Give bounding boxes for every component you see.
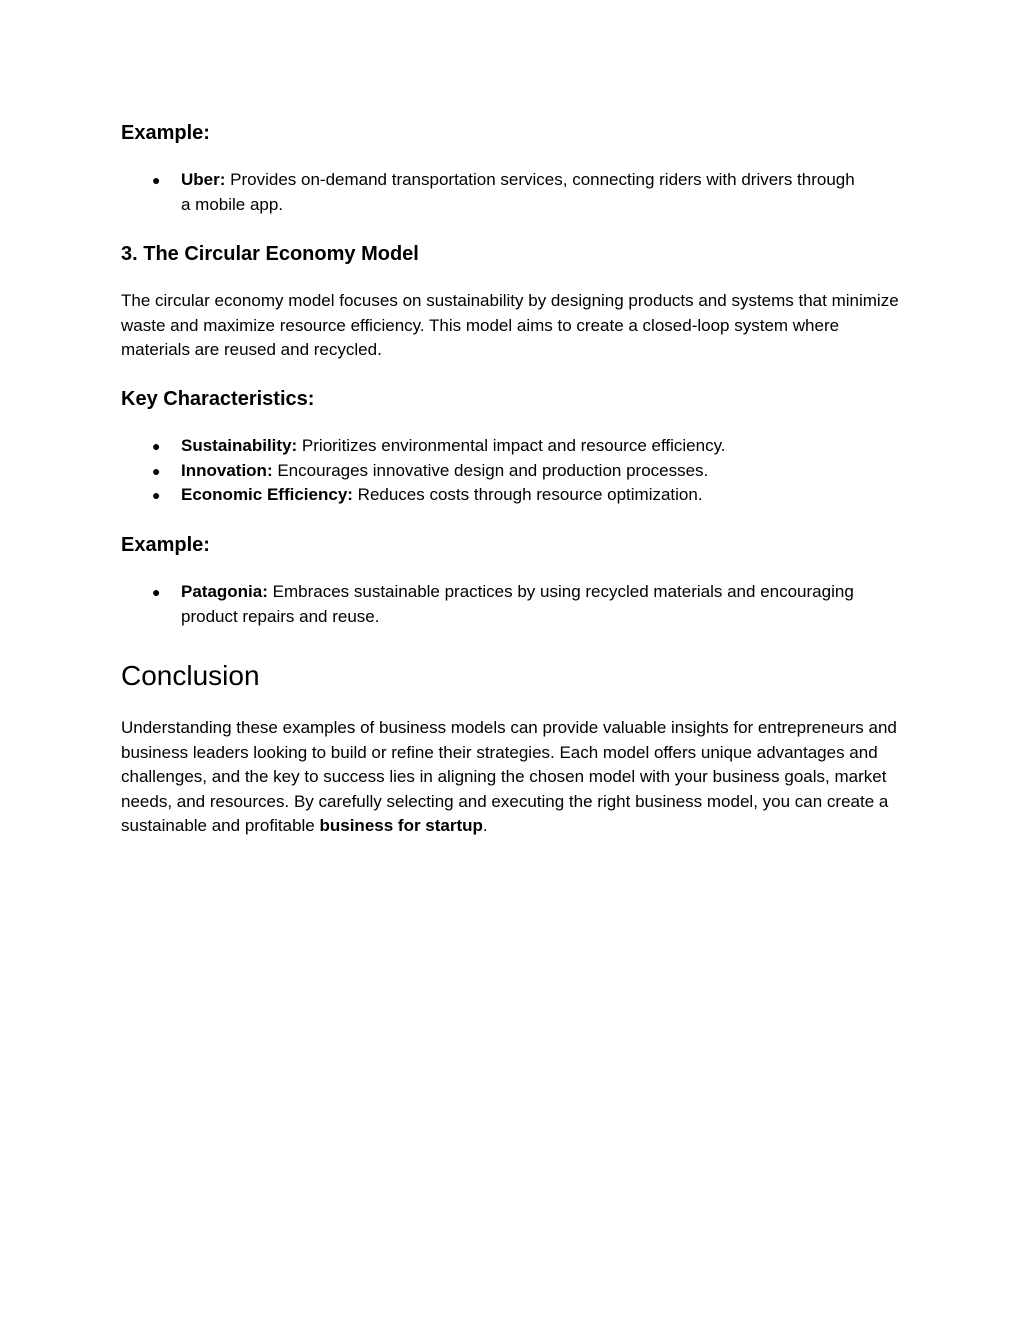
list-item-term: Patagonia: — [181, 582, 268, 601]
example-list-1 — [121, 168, 861, 217]
bullet-icon: ● — [152, 584, 161, 600]
bullet-icon: ● — [152, 438, 161, 454]
conclusion-bold-phrase: business for startup — [319, 816, 483, 835]
conclusion-end: . — [482, 816, 488, 835]
list-item-text: Reduces costs through resource optimization. — [352, 485, 703, 504]
list-item — [121, 434, 861, 459]
example-heading-2: Example: — [121, 534, 210, 556]
list-item — [121, 580, 861, 629]
section-heading-circular: 3. The Circular Economy Model — [121, 243, 419, 265]
bullet-icon: ● — [152, 172, 161, 188]
list-item-term: Uber: — [181, 170, 226, 189]
example-heading-1: Example: — [121, 122, 210, 144]
conclusion-heading: Conclusion — [121, 660, 260, 691]
bullet-icon: ● — [152, 462, 161, 479]
conclusion-text: Understanding these examples of business models can provide valuable insights for entrepreneurs and business leaders looking to build or refine their strategies. Each model offers unique advantages and challenges, and the key to success lies in aligning the chosen model with your business goals, market needs, and resources. By carefully selecting and executing the right business model, you can create a sustainable and profitable — [121, 718, 897, 835]
list-item — [121, 459, 861, 484]
circular-paragraph: The circular economy model focuses on sustainability by designing products and systems that minimize waste and maximize resource efficiency. This model aims to create a closed-loop system where materials are reused and recycled. — [121, 291, 899, 359]
example-list-2 — [121, 580, 861, 629]
list-item-term: Innovation: — [181, 460, 273, 480]
list-item-text: Provides on-demand transportation services, connecting riders with drivers through a mobile app. — [181, 170, 855, 214]
key-characteristics-list — [121, 434, 861, 508]
bullet-icon: ● — [152, 487, 161, 503]
list-item-text: Encourages innovative design and production processes. — [272, 460, 709, 480]
list-item — [121, 483, 861, 508]
conclusion-paragraph — [121, 716, 911, 839]
list-item-text: Prioritizes environmental impact and resource efficiency. — [297, 436, 726, 455]
key-characteristics-heading: Key Characteristics: — [121, 388, 315, 410]
list-item — [121, 168, 861, 217]
list-item-term: Economic Efficiency: — [181, 485, 353, 504]
list-item-text: Embraces sustainable practices by using recycled materials and encouraging product repairs and reuse. — [181, 582, 854, 626]
list-item-term: Sustainability: — [181, 436, 298, 455]
